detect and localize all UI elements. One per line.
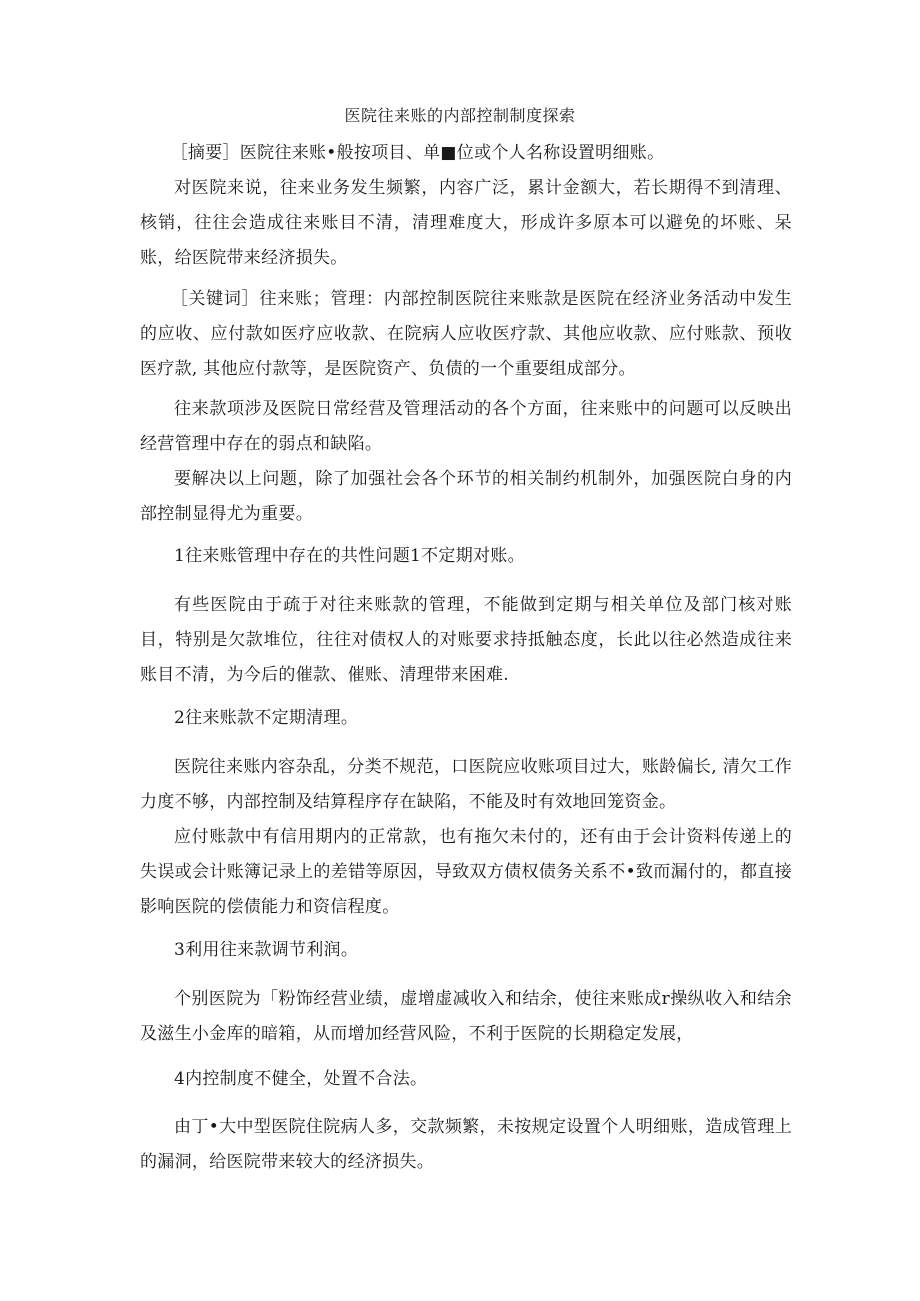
body-paragraph: 对医院来说，往来业务发生频繁，内容广泛，累计金额大，若长期得不到清理、核销，往往会造成往来账目不清，清理难度大，形成许多原本可以避免的坏账、呆账，给医院带来经济损失。: [140, 178, 792, 268]
body-paragraph: 由丁•大中型医院住院病人多，交款频繁，未按规定设置个人明细账，造成管理上的漏洞，给医院带来较大的经济损失。: [140, 1117, 792, 1172]
abstract-paragraph: ［摘要］医院往来账•般按项目、单■位或个人名称设置明细账。: [170, 143, 665, 163]
document-title: 医院往来账的内部控制制度探索: [344, 106, 576, 125]
body-paragraph: 有些医院由于疏于对往来账款的管理，不能做到定期与相关单位及部门核对账目，特别是欠款堆位，往往对债权人的对账要求持抵触态度，长此以往必然造成往来账目不清，为今后的催款、催账、清理带来困难.: [140, 595, 792, 685]
section-heading: 1往来账管理中存在的共性问题1不定期对账。: [174, 546, 525, 566]
section-heading: 3利用往来款调节利润。: [174, 940, 359, 960]
body-paragraph: 往来款项涉及医院日常经营及管理活动的各个方面，往来账中的问题可以反映出经营管理中存在的弱点和缺陷。: [140, 399, 792, 454]
body-paragraph: 医院往来账内容杂乱，分类不规范，口医院应收账项目过大，账龄偏长, 清欠工作力度不够，内部控制及结算程序存在缺陷，不能及时有效地回笼资金。: [140, 757, 792, 812]
section-heading: 4内控制度不健全，处置不合法。: [174, 1069, 428, 1089]
keywords-paragraph: ［关键词］往来账；管理：内部控制医院往来账款是医院在经济业务活动中发生的应收、应付款如医疗应收款、在院病人应收医疗款、其他应收款、应付账款、预收医疗款, 其他应付款等，是医院资产、负债的一个重要组成部分。: [140, 289, 792, 379]
body-paragraph: 应付账款中有信用期内的正常款，也有拖欠未付的，还有由于会计资料传递上的失误或会计账簿记录上的差错等原因，导致双方债权债务关系不•致而漏付的，都直接影响医院的偿债能力和资信程度。: [140, 827, 792, 917]
section-heading: 2往来账款不定期清理。: [174, 708, 359, 728]
body-paragraph: 个别医院为「粉饰经营业绩，虚增虚减收入和结余，使往来账成r操纵收入和结余及滋生小金库的暗箱，从而增加经营风险，不利于医院的长期稳定发展，: [140, 989, 792, 1044]
body-paragraph: 要解决以上问题，除了加强社会各个环节的相关制约机制外，加强医院白身的内部控制显得尤为重要。: [140, 469, 792, 524]
